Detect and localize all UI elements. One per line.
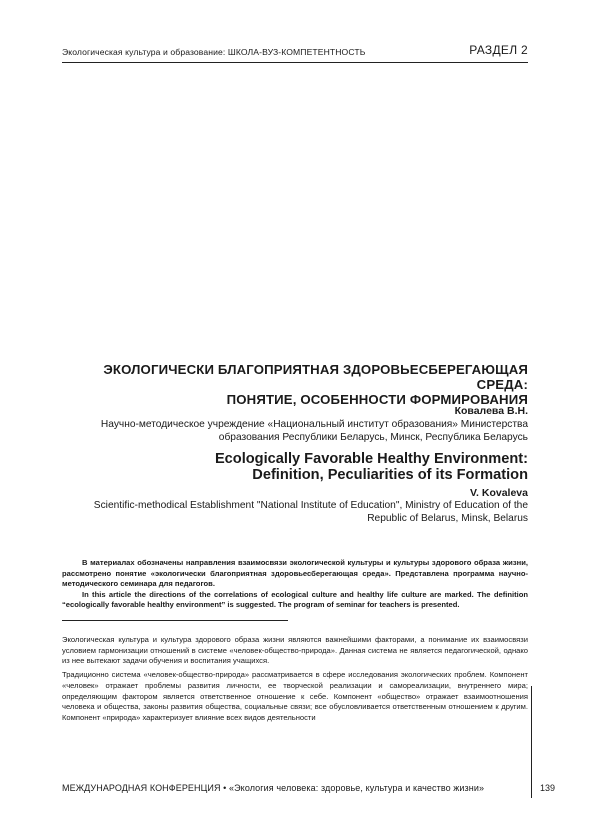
header-divider [62, 62, 528, 63]
article-title-en-line2: Definition, Peculiarities of its Formation [252, 467, 528, 483]
abstract-ru: В материалах обозначены направления взаимосвязи экологической культуры и культуры здорового образа жизни, рассмотрено понятие «экологически благоприятная здоровьесберегающая среда». Представлена программа научно-методического семинара для педагогов. [62, 558, 528, 588]
footer-conference-title: МЕЖДУНАРОДНАЯ КОНФЕРЕНЦИЯ • «Экология человека: здоровье, культура и качество жизни» [62, 783, 485, 793]
article-title-ru-line1: ЭКОЛОГИЧЕСКИ БЛАГОПРИЯТНАЯ ЗДОРОВЬЕСБЕРЕГАЮЩАЯ СРЕДА: [103, 362, 528, 392]
article-title-ru-line2: ПОНЯТИЕ, ОСОБЕННОСТИ ФОРМИРОВАНИЯ [226, 392, 528, 407]
affiliation-ru-line1: Научно-методическое учреждение «Национальный институт образования» Министерства [100, 419, 528, 430]
abstract-divider [62, 620, 288, 621]
affiliation-ru [62, 418, 528, 444]
affiliation-ru-line2: образования Республики Беларусь, Минск, Республика Беларусь [218, 432, 528, 443]
article-title-en-line1: Ecologically Favorable Healthy Environment: [214, 451, 528, 467]
abstract-en: In this article the directions of the correlations of ecological culture and healthy life culture are marked. The definition “ecologically favorable healthy environment” is suggested. The program of seminar for teachers is presented. [62, 589, 528, 609]
body-text [62, 635, 528, 727]
section-label: РАЗДЕЛ 2 [469, 43, 528, 57]
page-number: 139 [540, 783, 556, 793]
running-header-title: Экологическая культура и образование: ШКОЛА-ВУЗ-КОМПЕТЕНТНОСТЬ [62, 47, 366, 57]
affiliation-en [62, 499, 528, 525]
article-title-en [62, 451, 528, 483]
affiliation-en-line1: Scientific-methodical Establishment "National Institute of Education", Ministry of Education of the [93, 500, 528, 511]
body-paragraph-1: Экологическая культура и культура здорового образа жизни являются важнейшими факторами, а понимание их взаимосвязи условием гармонизации отношений в системе «человек-общество-природа». Данная система не является педагогической, однако из нее вытекают задачи обучения и воспитания учащихся. [62, 635, 528, 666]
author-ru: Ковалева В.Н. [454, 405, 528, 417]
affiliation-en-line2: Republic of Belarus, Minsk, Belarus [367, 513, 528, 524]
abstract [62, 558, 528, 611]
author-en: V. Kovaleva [470, 487, 528, 499]
article-title-ru [62, 362, 528, 407]
footer-vertical-rule [531, 686, 532, 798]
body-paragraph-2: Традиционно система «человек-общество-природа» рассматривается в сфере исследования экологических проблем. Компонент «человек» отражает проблемы развития личности, ее творческой реализации и самореализации, внутреннего мира; определяющим фактором является ответственное отношение к себе. Компонент «общество» отражает взаимоотношения человека и общества, законы развития общества, социальные связи; все обусловливается ответственным отношением к другим. Компонент «природа» характеризует влияние всех видов деятельности [62, 670, 528, 722]
